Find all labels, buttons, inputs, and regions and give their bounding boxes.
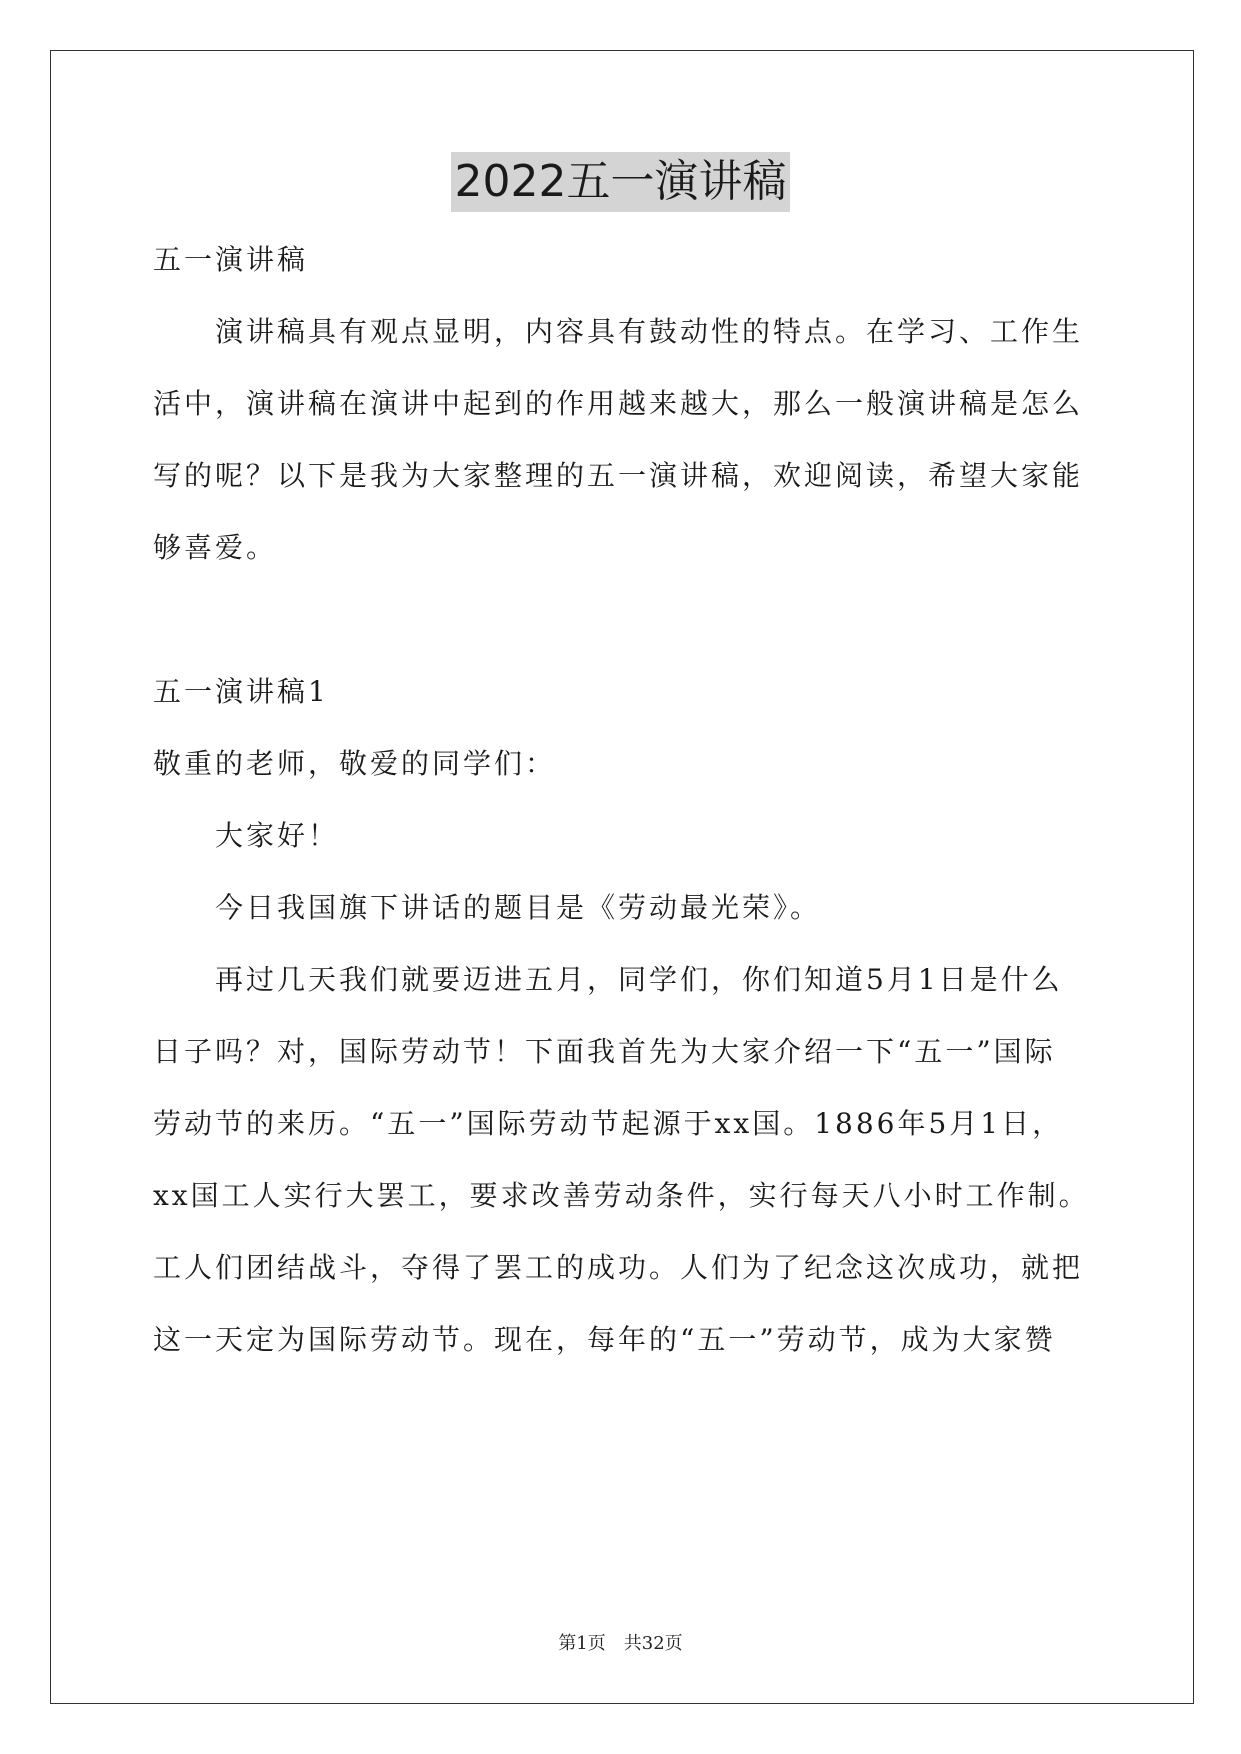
page-footer [0,1632,1241,1656]
paragraph-line: 这一天定为国际劳动节。现在，每年的“五一”劳动节，成为大家赞 [153,1323,1056,1356]
salutation-line: 敬重的老师，敬爱的同学们： [153,747,557,780]
section-heading: 五一演讲稿1 [153,675,329,708]
paragraph-line: 够喜爱。 [153,531,278,564]
paragraph-line: 再过几天我们就要迈进五月，同学们，你们知道5月1日是什么 [215,963,1063,996]
paragraph-line: 日子吗？对，国际劳动节！下面我首先为大家介绍一下“五一”国际 [153,1035,1056,1068]
paragraph-line: 劳动节的来历。“五一”国际劳动节起源于xx国。1886年5月1日， [153,1107,1064,1140]
page-total: 共32页 [623,1633,683,1654]
page-border [50,50,1194,1704]
greeting-line: 大家好！ [215,819,340,852]
title-container [0,152,1241,212]
paragraph-line: xx国工人实行大罢工，要求改善劳动条件，实行每天八小时工作制。 [153,1179,1090,1212]
section-heading: 五一演讲稿 [153,243,309,276]
paragraph-line: 演讲稿具有观点显明，内容具有鼓动性的特点。在学习、工作生 [215,315,1084,348]
paragraph-line: 今日我国旗下讲话的题目是《劳动最光荣》。 [215,891,822,924]
document-title: 2022五一演讲稿 [451,152,791,212]
paragraph-line: 工人们团结战斗，夺得了罢工的成功。人们为了纪念这次成功，就把 [153,1251,1084,1284]
page-number: 第1页 [558,1633,606,1654]
paragraph-line: 活中，演讲稿在演讲中起到的作用越来越大，那么一般演讲稿是怎么 [153,387,1084,420]
paragraph-line: 写的呢？以下是我为大家整理的五一演讲稿，欢迎阅读，希望大家能 [153,459,1084,492]
